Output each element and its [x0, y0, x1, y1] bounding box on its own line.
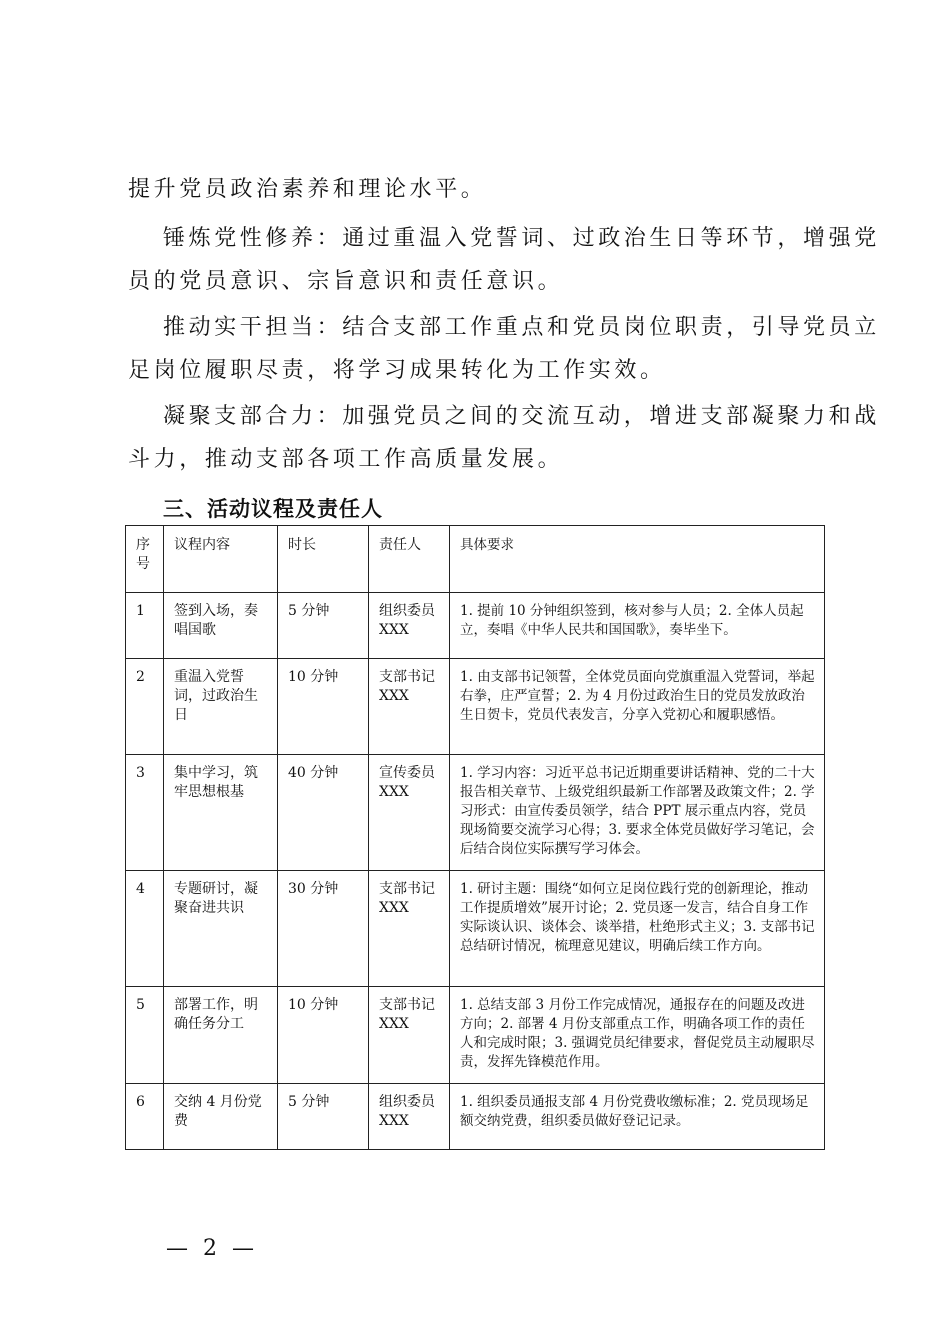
cell-seq: 2: [126, 659, 164, 755]
header-seq: 序号: [126, 526, 164, 593]
cell-owner: 支部书记 XXX: [369, 987, 450, 1084]
cell-item: 重温入党誓词，过政治生日: [164, 659, 278, 755]
section-heading: 三、活动议程及责任人: [163, 497, 383, 521]
cell-requirement: 1. 由支部书记领誓，全体党员面向党旗重温入党誓词，举起右拳，庄严宣誓；2. 为 4 月份过政治生日的党员发放政治生日贺卡，党员代表发言，分享入党初心和履职感悟。: [450, 659, 825, 755]
cell-item: 签到入场，奏唱国歌: [164, 593, 278, 659]
cell-seq: 4: [126, 871, 164, 987]
cell-duration: 10 分钟: [278, 987, 369, 1084]
cell-owner: 支部书记 XXX: [369, 871, 450, 987]
cell-requirement: 1. 总结支部 3 月份工作完成情况，通报存在的问题及改进方向；2. 部署 4 月份支部重点工作，明确各项工作的责任人和完成时限；3. 强调党员纪律要求，督促党员主动履职尽责，发挥先锋模范作用。: [450, 987, 825, 1084]
header-owner: 责任人: [369, 526, 450, 593]
page-number: — 2 —: [166, 1236, 258, 1261]
cell-item: 专题研讨，凝聚奋进共识: [164, 871, 278, 987]
cell-requirement: 1. 研讨主题：围绕“如何立足岗位践行党的创新理论，推动工作提质增效”展开讨论；2. 党员逐一发言，结合自身工作实际谈认识、谈体会、谈举措，杜绝形式主义；3. 支部书记总结研讨情况，梳理意见建议，明确后续工作方向。: [450, 871, 825, 987]
agenda-table: [125, 525, 825, 1150]
cell-duration: 5 分钟: [278, 593, 369, 659]
cell-owner: 组织委员 XXX: [369, 593, 450, 659]
table-row: [126, 659, 825, 755]
table-row: [126, 593, 825, 659]
cell-duration: 10 分钟: [278, 659, 369, 755]
cell-owner: 组织委员 XXX: [369, 1084, 450, 1150]
paragraph-line: 足岗位履职尽责，将学习成果转化为工作实效。: [128, 358, 666, 383]
cell-duration: 30 分钟: [278, 871, 369, 987]
cell-item: 集中学习，筑牢思想根基: [164, 755, 278, 871]
paragraph-line: 凝聚支部合力：加强党员之间的交流互动，增进支部凝聚力和战: [163, 404, 880, 429]
paragraph-line: 斗力，推动支部各项工作高质量发展。: [128, 447, 564, 472]
cell-seq: 1: [126, 593, 164, 659]
header-duration: 时长: [278, 526, 369, 593]
paragraph-line: 锤炼党性修养：通过重温入党誓词、过政治生日等环节，增强党: [163, 226, 880, 251]
cell-duration: 5 分钟: [278, 1084, 369, 1150]
paragraph-line: 推动实干担当：结合支部工作重点和党员岗位职责，引导党员立: [163, 315, 880, 340]
table-row: [126, 755, 825, 871]
header-requirement: 具体要求: [450, 526, 825, 593]
table-row: [126, 987, 825, 1084]
cell-requirement: 1. 组织委员通报支部 4 月份党费收缴标准；2. 党员现场足额交纳党费，组织委员做好登记记录。: [450, 1084, 825, 1150]
cell-owner: 宣传委员 XXX: [369, 755, 450, 871]
cell-owner: 支部书记 XXX: [369, 659, 450, 755]
cell-seq: 3: [126, 755, 164, 871]
cell-requirement: 1. 提前 10 分钟组织签到，核对参与人员；2. 全体人员起立，奏唱《中华人民共和国国歌》，奏毕坐下。: [450, 593, 825, 659]
cell-item: 交纳 4 月份党费: [164, 1084, 278, 1150]
table-row: [126, 1084, 825, 1150]
header-item: 议程内容: [164, 526, 278, 593]
table-row: [126, 871, 825, 987]
paragraph-line: 员的党员意识、宗旨意识和责任意识。: [128, 269, 564, 294]
cell-item: 部署工作，明确任务分工: [164, 987, 278, 1084]
table-header-row: [126, 526, 825, 593]
cell-duration: 40 分钟: [278, 755, 369, 871]
paragraph-line: 提升党员政治素养和理论水平。: [128, 177, 487, 202]
cell-seq: 6: [126, 1084, 164, 1150]
cell-requirement: 1. 学习内容：习近平总书记近期重要讲话精神、党的二十大报告相关章节、上级党组织最新工作部署及政策文件；2. 学习形式：由宣传委员领学，结合 PPT 展示重点内容，党员现场简要交流学习心得；3. 要求全体党员做好学习笔记，会后结合岗位实际撰写学习体会。: [450, 755, 825, 871]
cell-seq: 5: [126, 987, 164, 1084]
